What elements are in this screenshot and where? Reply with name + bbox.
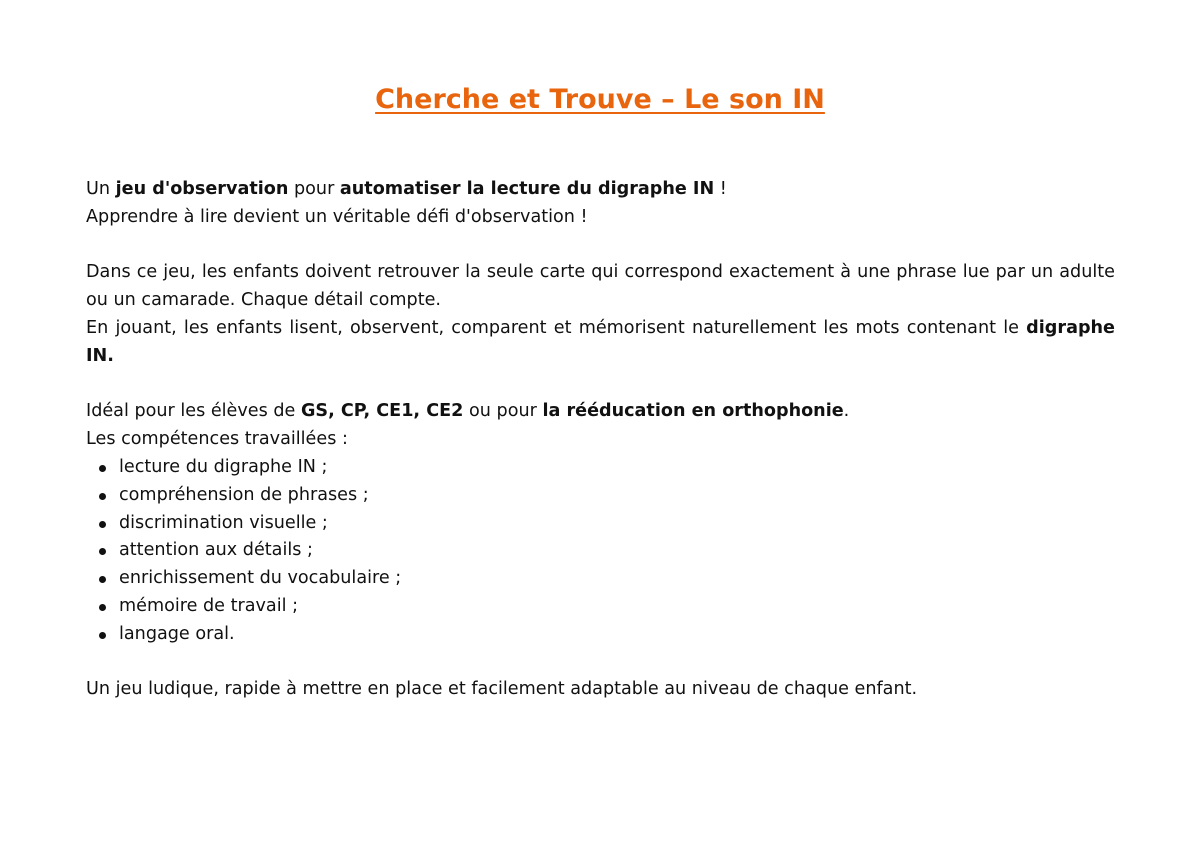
list-item: langage oral.	[86, 621, 1115, 649]
skills-list	[86, 454, 1115, 649]
game-description: Dans ce jeu, les enfants doivent retrouver la seule carte qui correspond exactement à une phrase lue par un adulte ou un camarade. Chaque détail compte.	[86, 262, 1115, 311]
list-item: mémoire de travail ;	[86, 593, 1115, 621]
intro-bold-1: jeu d'observation	[115, 179, 289, 199]
intro-text-3: !	[714, 179, 727, 199]
audience-paragraph	[86, 398, 1115, 426]
spacer	[86, 649, 1115, 677]
spacer	[86, 371, 1115, 399]
intro-paragraph	[86, 176, 1115, 204]
audience-text-3: .	[843, 401, 850, 422]
page-title: Cherche et Trouve – Le son IN	[375, 84, 825, 115]
closing-paragraph: Un jeu ludique, rapide à mettre en place et facilement adaptable au niveau de chaque enfant.	[86, 679, 918, 700]
game-benefits	[86, 315, 1115, 371]
list-item: attention aux détails ;	[86, 537, 1115, 565]
spacer	[86, 232, 1115, 260]
audience-levels: GS, CP, CE1, CE2	[300, 401, 464, 422]
intro-text-1: Un	[86, 179, 116, 199]
document-body	[86, 176, 1115, 704]
list-item: lecture du digraphe IN ;	[86, 454, 1115, 482]
game-benefits-bold: digraphe IN.	[86, 317, 1115, 366]
audience-orthophonie: la rééducation en orthophonie	[542, 401, 844, 422]
list-item: enrichissement du vocabulaire ;	[86, 565, 1115, 593]
intro-text-2: pour	[288, 179, 340, 199]
intro-subline: Apprendre à lire devient un véritable défi d'observation !	[86, 206, 588, 227]
skills-heading: Les compétences travaillées :	[86, 429, 348, 450]
list-item: discrimination visuelle ;	[86, 510, 1115, 538]
intro-bold-2: automatiser la lecture du digraphe IN	[339, 179, 715, 199]
audience-text-2: ou pour	[463, 401, 543, 422]
audience-text-1: Idéal pour les élèves de	[86, 401, 301, 422]
game-benefits-text: En jouant, les enfants lisent, observent, comparent et mémorisent naturellement les mots contenant le	[86, 317, 1027, 338]
list-item: compréhension de phrases ;	[86, 482, 1115, 510]
